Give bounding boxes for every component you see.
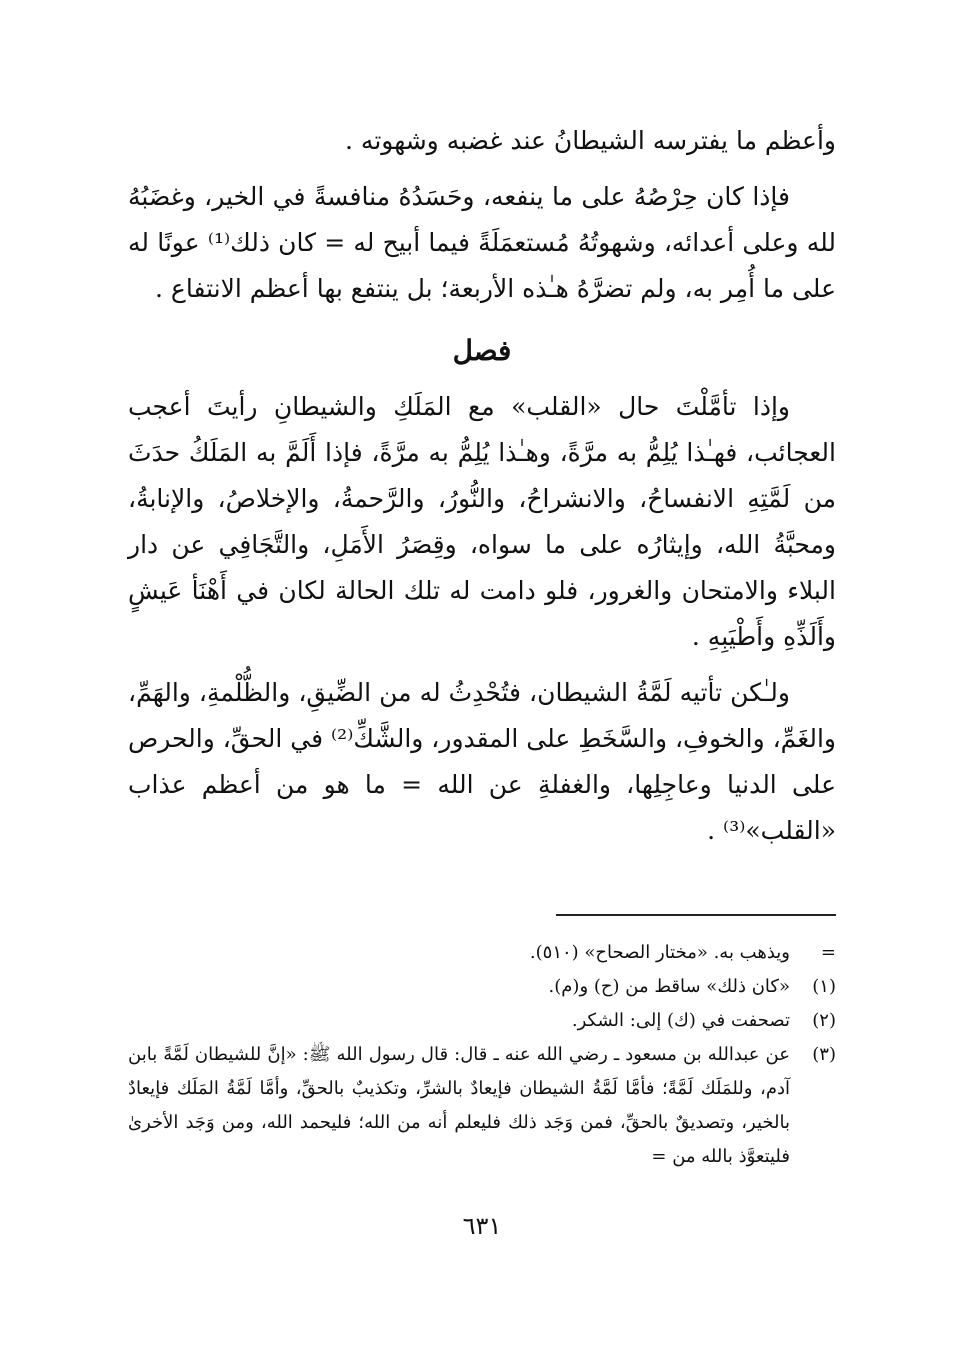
paragraph-3: وإذا تأمَّلْتَ حال «القلب» مع المَلَكِ والشيطانِ رأيتَ أعجب العجائب، فهـٰذا يُلِمُّ به مرَّةً، وهـٰذا يُلِمُّ به مرَّةً، فإذا أَلَمَّ به المَلَكُ حدَثَ من لَمَّتِهِ الانفساحُ، والانشراحُ، والنُّورُ، والرَّحمةُ، والإخلاصُ، والإنابةُ، ومحبَّةُ الله، وإيثارُه على ما سواه، وقِصَرُ الأَمَلِ، والتَّجَافِي عن دار البلاء والامتحان والغرور، فلو دامت له تلك الحالة لكان في أَهْنَأ عَيشٍ وأَلَذِّهِ وأَطْيَبِهِ . xyxy=(128,392,836,651)
paragraph-4: ولـٰكن تأتيه لَمَّةُ الشيطان، فتُحْدِثُ له من الضِّيقِ، والظُّلْمةِ، والهَمِّ، والغَمِّ، والخوفِ، والسَّخَطِ على المقدور، والشَّكِّ⁽²⁾ في الحقِّ، والحرص على الدنيا وعاجِلِها، والغفلةِ عن الله = ما هو من أعظم عذاب «القلب»⁽³⁾ . xyxy=(127,678,836,845)
section-title: فصل xyxy=(452,334,512,367)
footnote-text: ويذهب به. «مختار الصحاح» (٥١٠). xyxy=(529,942,790,963)
footnote-mark: (٢) xyxy=(812,1010,836,1031)
footnote-item xyxy=(128,1004,836,1038)
footnote-text: عن عبدالله بن مسعود ـ رضي الله عنه ـ قال: قال رسول الله ﷺ: «إنَّ للشيطان لَمَّةً بابن آدم، وللمَلَك لَمَّةً؛ فأمَّا لَمَّةُ الشيطان فإيعادٌ بالشرِّ، وتكذيبٌ بالحقِّ، وأمَّا لَمَّةُ المَلَك فإيعادٌ بالخير، وتصديقٌ بالحقِّ، فمن وَجَد ذلك فليعلم أنه من الله؛ فليحمد الله، ومن وَجَد الأخرىٰ فليتعوَّذ بالله من = xyxy=(128,1044,790,1167)
footnote-text: تصحفت في (ك) إلى: الشكر. xyxy=(571,1010,790,1031)
footnote-mark: (٣) xyxy=(812,1044,836,1065)
paragraph-2: فإذا كان حِرْصُهُ على ما ينفعه، وحَسَدُهُ منافسةً في الخير، وغضَبُهُ لله وعلى أعدائه، وشهوتُهُ مُستعمَلَةً فيما أبيح له = كان ذلك⁽¹⁾ عونًا له على ما أُمِر به، ولم تضرَّهُ هـٰذه الأربعة؛ بل ينتفع بها أعظم الانتفاع . xyxy=(128,182,837,303)
footnote-mark: (١) xyxy=(812,976,836,997)
footnote-text: «كان ذلك» ساقط من (ح) و(م). xyxy=(548,976,790,997)
footnote-item xyxy=(128,970,836,1004)
footnotes xyxy=(128,936,836,1174)
footnote-item xyxy=(128,936,836,970)
footnote-item xyxy=(128,1038,836,1174)
footnote-mark: = xyxy=(820,942,836,963)
footnote-separator xyxy=(556,914,836,916)
page-body xyxy=(128,118,836,854)
page-number: ٦٣١ xyxy=(462,1212,502,1240)
paragraph-1: وأعظم ما يفترسه الشيطانُ عند غضبه وشهوته . xyxy=(345,126,836,155)
